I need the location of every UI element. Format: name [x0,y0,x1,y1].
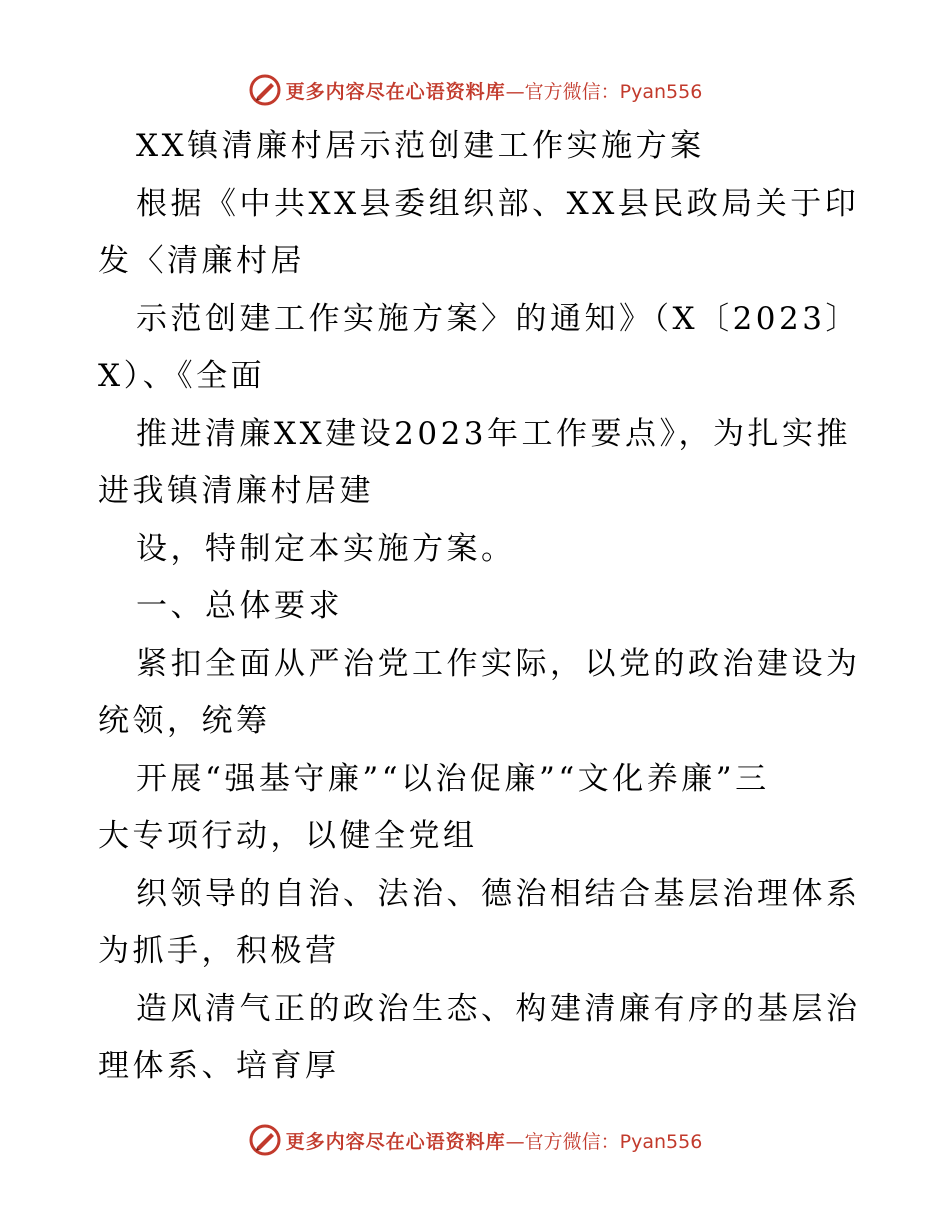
footer-watermark-banner [0,1120,950,1160]
document-line: 一、总体要求 [136,588,343,624]
document-line: 推进清廉XX建设2023年工作要点》，为扎实推 [136,415,852,452]
document-line: 理体系、培育厚 [98,1048,340,1084]
pen-logo-icon [248,73,282,107]
document-body [98,118,861,1096]
document-line: 开展“强基守廉”“以治促廉”“文化养廉”三 [136,760,770,797]
banner-main-text: 更多内容尽在心语资料库 [285,1130,506,1153]
banner-sub-text: —官方微信：Pyan556 [505,1130,703,1153]
banner-sub-text: —官方微信：Pyan556 [505,80,703,103]
document-line: 进我镇清廉村居建 [98,473,374,509]
document-line: X）、《全面 [98,358,266,394]
document-line: 紧扣全面从严治党工作实际，以党的政治建设为 [136,645,861,682]
header-watermark-banner [0,70,950,110]
document-line: 根据《中共XX县委组织部、XX县民政局关于印 [136,185,860,222]
document-line: XX镇清廉村居示范创建工作实施方案 [136,128,705,164]
pen-logo-icon [248,1123,282,1157]
document-line: 大专项行动，以健全党组 [98,818,478,854]
document-line: 示范创建工作实施方案〉的通知》（X〔2023〕 [136,300,860,337]
document-line: 造风清气正的政治生态、构建清廉有序的基层治 [136,990,861,1027]
document-line: 统领，统筹 [98,703,271,739]
document-line: 为抓手，积极营 [98,933,340,969]
banner-main-text: 更多内容尽在心语资料库 [285,80,506,103]
document-line: 织领导的自治、法治、德治相结合基层治理体系 [136,875,861,912]
document-line: 发〈清廉村居 [98,243,305,279]
document-line: 设，特制定本实施方案。 [136,530,516,567]
